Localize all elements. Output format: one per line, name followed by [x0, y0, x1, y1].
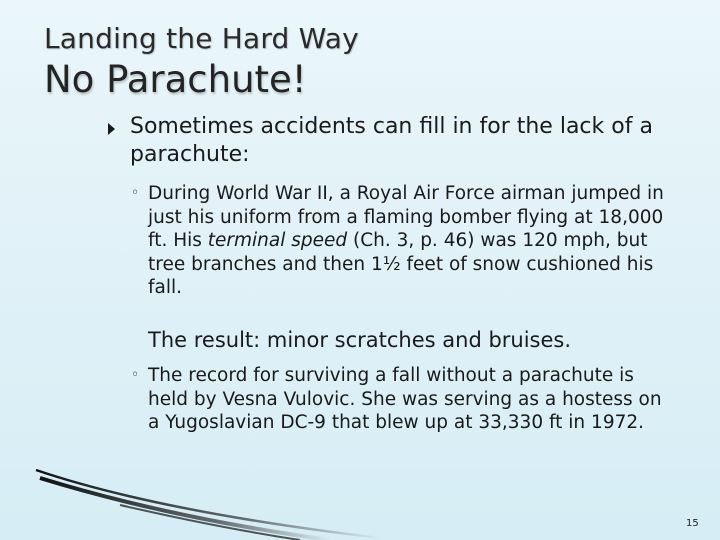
sub-bullet-1-part-a: During World War II, a Royal Air Force airman jumped in just his uniform from a flaming bomber flying at 18,000 ft. His	[148, 183, 664, 251]
sub-bullet-1-icon: ◦	[131, 185, 140, 201]
slide-title: No Parachute!	[44, 58, 307, 101]
sub-bullet-1-part-b: (Ch. 3, p. 46) was 120 mph, but tree branches and then 1½ feet of snow cushioned his fall.	[148, 230, 654, 298]
terminal-speed-italic: terminal speed	[207, 230, 348, 251]
bullet-1-text: Sometimes accidents can fill in for the lack of a parachute:	[130, 114, 653, 167]
sub-bullet-2-icon: ◦	[131, 367, 140, 383]
page-number: 15	[686, 518, 699, 529]
slide-pretitle: Landing the Hard Way	[44, 22, 359, 55]
result-text: The result: minor scratches and bruises.	[148, 328, 572, 352]
sub-bullet-2-text: The record for surviving a fall without a parachute is held by Vesna Vulovic. She was serving as a hostess on a Yugoslavian DC-9 that blew up at 33,330 ft in 1972.	[148, 365, 662, 433]
decor-stroke-1	[36, 470, 380, 538]
